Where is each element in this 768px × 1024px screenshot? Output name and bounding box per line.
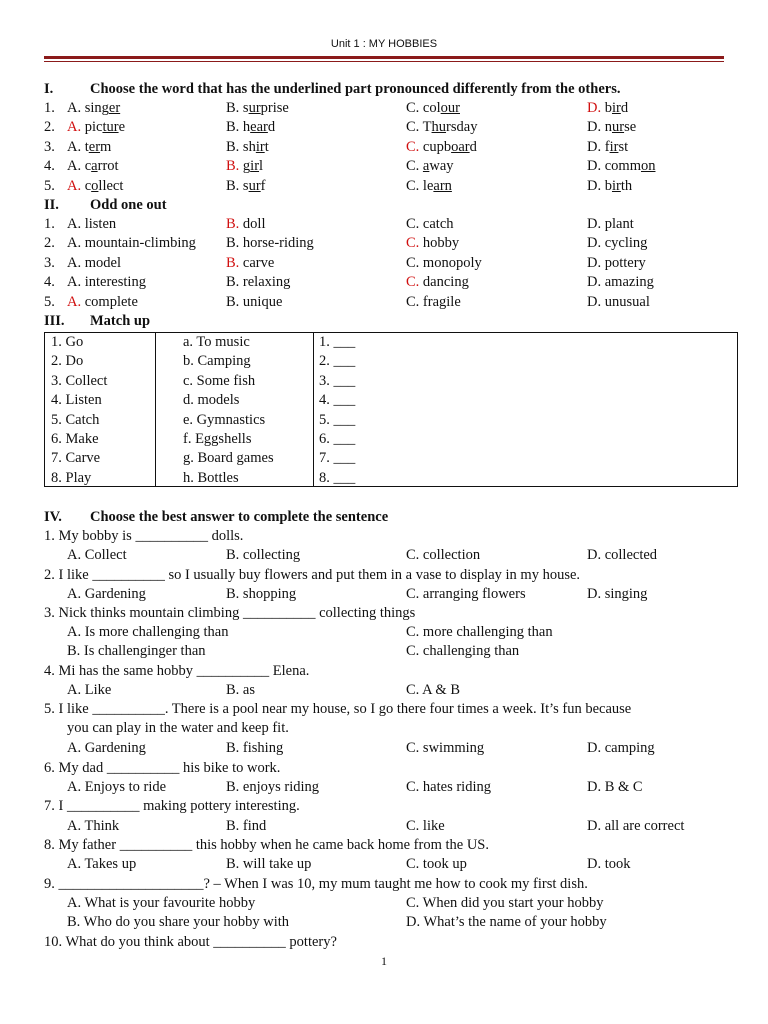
question-options — [0, 816, 768, 836]
question-stem-continued — [0, 718, 768, 738]
option-b[interactable]: B. find — [226, 818, 267, 834]
option-d[interactable]: C. challenging than — [406, 643, 520, 659]
question-options — [0, 777, 768, 797]
match-item: e. Gymnastics — [183, 411, 266, 428]
stem-text: 2. I like __________ so I usually buy flowers and put them in a vase to display in my house. — [44, 567, 581, 583]
match-item: 6. Make — [51, 431, 99, 447]
question-number: 4. — [44, 274, 55, 291]
match-item: 3. Collect — [51, 372, 108, 389]
section-title: Choose the word that has the underlined part pronounced differently from the others. — [90, 81, 621, 97]
match-answer-blank[interactable]: 6. ___ — [319, 431, 356, 447]
section-title: Odd one out — [90, 197, 167, 213]
option-a[interactable]: A. Enjoys to ride — [67, 779, 167, 795]
match-item: a. To music — [183, 334, 250, 350]
question-row — [0, 253, 768, 273]
option-d[interactable]: D. pottery — [587, 254, 646, 271]
option-c[interactable]: C. hobby — [406, 235, 460, 252]
stem-text: 3. Nick thinks mountain climbing __________ collecting things — [44, 605, 416, 621]
question-row — [0, 233, 768, 253]
match-answer-blank[interactable]: 7. ___ — [319, 450, 356, 467]
option-c[interactable]: C. fragile — [406, 293, 461, 310]
section-title: Match up — [90, 313, 151, 329]
question-number: 5. — [44, 177, 55, 194]
match-item: h. Bottles — [183, 469, 239, 486]
option-d[interactable]: D. bird — [587, 100, 629, 116]
option-a[interactable]: A. Is more challenging than — [67, 624, 229, 640]
option-c[interactable]: C. A & B — [406, 682, 460, 698]
table-divider — [313, 333, 314, 486]
option-a[interactable]: A. Collect — [67, 547, 127, 563]
section-1-heading — [0, 79, 768, 99]
option-c[interactable]: C. more challenging than — [406, 624, 553, 640]
section-number: I. — [44, 81, 54, 97]
option-c[interactable]: C. collection — [406, 547, 481, 563]
stem-text: you can play in the water and keep fit. — [67, 720, 289, 736]
section-4-heading — [0, 507, 768, 527]
section-title: Choose the best answer to complete the sentence — [90, 509, 389, 525]
question-stem — [0, 603, 768, 623]
option-b[interactable]: B. horse-riding — [226, 235, 314, 252]
match-item: g. Board games — [183, 450, 274, 467]
option-c[interactable]: C. dancing — [406, 274, 469, 291]
option-d[interactable]: D. common — [587, 158, 656, 175]
match-item: 4. Listen — [51, 392, 102, 409]
stem-text: 9. ____________________? – When I was 10, my mum taught me how to cook my first dish. — [44, 876, 588, 892]
option-b[interactable]: B. relaxing — [226, 274, 291, 291]
question-stem — [0, 796, 768, 816]
option-d[interactable]: D. cycling — [587, 235, 648, 252]
option-a[interactable]: A. interesting — [67, 274, 146, 291]
option-d[interactable]: D. amazing — [587, 274, 654, 291]
option-b[interactable]: B. shopping — [226, 586, 297, 602]
option-b[interactable]: B. girl — [226, 158, 264, 175]
section-number: III. — [44, 313, 65, 329]
option-a[interactable]: A. collect — [67, 177, 124, 194]
option-c[interactable]: C. took up — [406, 856, 467, 872]
option-a[interactable]: A. mountain-climbing — [67, 235, 196, 252]
option-c[interactable]: C. catch — [406, 216, 454, 232]
question-number: 3. — [44, 254, 55, 271]
option-c[interactable]: C. arranging flowers — [406, 586, 526, 602]
match-item: 7. Carve — [51, 450, 101, 467]
match-answer-blank[interactable]: 5. ___ — [319, 411, 356, 428]
option-d[interactable]: D. What’s the name of your hobby — [406, 914, 607, 930]
option-a[interactable]: A. singer — [67, 100, 121, 116]
match-answer-blank[interactable]: 2. ___ — [319, 353, 356, 370]
option-d[interactable]: D. took — [587, 856, 631, 872]
option-b[interactable]: B. shirt — [226, 138, 269, 155]
match-answer-blank[interactable]: 3. ___ — [319, 372, 356, 389]
match-item: 2. Do — [51, 353, 84, 370]
option-b[interactable]: B. surprise — [226, 100, 289, 116]
question-row — [0, 214, 768, 234]
option-a[interactable]: A. Gardening — [67, 740, 146, 756]
question-number: 4. — [44, 158, 55, 175]
option-a[interactable]: A. Gardening — [67, 586, 146, 602]
question-row — [0, 292, 768, 312]
question-number: 2. — [44, 119, 55, 136]
option-b[interactable]: B. surf — [226, 177, 266, 194]
question-stem — [0, 565, 768, 585]
option-d[interactable]: D. first — [587, 138, 629, 155]
option-d[interactable]: D. singing — [587, 586, 648, 602]
option-c[interactable]: C. learn — [406, 177, 452, 194]
match-item: b. Camping — [183, 353, 251, 370]
page-number: 1 — [381, 954, 387, 968]
option-a[interactable]: A. What is your favourite hobby — [67, 895, 256, 911]
question-options — [0, 584, 768, 604]
question-options — [0, 893, 768, 913]
option-a[interactable]: A. picture — [67, 119, 125, 136]
option-a[interactable]: A. term — [67, 138, 112, 155]
stem-text: 10. What do you think about __________ pottery? — [44, 934, 337, 950]
question-options — [0, 622, 768, 642]
option-a[interactable]: A. complete — [67, 293, 138, 310]
option-c[interactable]: C. cupboard — [406, 138, 477, 155]
question-row — [0, 272, 768, 292]
table-divider — [155, 333, 156, 486]
option-d[interactable]: D. unusual — [587, 293, 650, 310]
question-stem — [0, 699, 768, 719]
option-c[interactable]: C. like — [406, 818, 445, 834]
option-d[interactable]: D. B & C — [587, 779, 643, 795]
question-options — [0, 680, 768, 700]
option-b[interactable]: B. enjoys riding — [226, 779, 320, 795]
option-c[interactable]: C. hates riding — [406, 779, 491, 795]
stem-text: 5. I like __________. There is a pool near my house, so I go there four times a week. It’s fun because — [44, 701, 632, 717]
option-b[interactable]: B. carve — [226, 254, 275, 271]
option-a[interactable]: A. model — [67, 254, 121, 271]
option-b[interactable]: B. collecting — [226, 547, 301, 563]
option-d[interactable]: D. nurse — [587, 119, 637, 136]
option-b[interactable]: B. Is challenginger than — [67, 643, 206, 659]
stem-text: 4. Mi has the same hobby __________ Elena. — [44, 663, 310, 679]
page-header: Unit 1 : MY HOBBIES — [330, 38, 438, 50]
option-c[interactable]: C. swimming — [406, 740, 485, 756]
option-a[interactable]: A. listen — [67, 216, 117, 232]
question-number: 3. — [44, 138, 55, 155]
match-table — [44, 332, 738, 487]
question-options — [0, 641, 768, 661]
question-number: 1. — [44, 100, 55, 116]
question-options — [0, 912, 768, 932]
section-3-heading — [0, 311, 768, 331]
question-stem — [0, 758, 768, 778]
question-stem — [0, 526, 768, 546]
section-number: IV. — [44, 509, 62, 525]
question-number: 1. — [44, 216, 55, 232]
match-answer-blank[interactable]: 4. ___ — [319, 392, 356, 409]
option-d[interactable]: D. camping — [587, 740, 655, 756]
question-options — [0, 854, 768, 874]
option-b[interactable]: B. will take up — [226, 856, 312, 872]
option-a[interactable]: A. Takes up — [67, 856, 137, 872]
header-rule-thin — [44, 61, 724, 62]
option-b[interactable]: B. fishing — [226, 740, 284, 756]
section-2-heading — [0, 195, 768, 215]
question-row — [0, 156, 768, 176]
question-options — [0, 738, 768, 758]
question-stem — [0, 661, 768, 681]
match-answer-blank[interactable]: 8. ___ — [319, 469, 356, 486]
option-b[interactable]: B. unique — [226, 293, 283, 310]
option-c[interactable]: C. monopoly — [406, 254, 482, 271]
option-c[interactable]: C. Thursday — [406, 119, 478, 136]
option-c[interactable]: C. When did you start your hobby — [406, 895, 604, 911]
option-d[interactable]: D. plant — [587, 216, 634, 232]
question-row — [0, 137, 768, 157]
stem-text: 7. I __________ making pottery interesting. — [44, 798, 300, 814]
stem-text: 6. My dad __________ his bike to work. — [44, 760, 281, 776]
question-number: 2. — [44, 235, 55, 252]
option-b[interactable]: B. doll — [226, 216, 266, 232]
match-item: 1. Go — [51, 334, 84, 350]
question-row — [0, 176, 768, 196]
match-answer-blank[interactable]: 1. ___ — [319, 334, 356, 350]
option-a[interactable]: A. carrot — [67, 158, 119, 175]
section-number: II. — [44, 197, 59, 213]
option-d[interactable]: D. birth — [587, 177, 633, 194]
question-options — [0, 545, 768, 565]
option-b[interactable]: B. Who do you share your hobby with — [67, 914, 290, 930]
question-stem — [0, 874, 768, 894]
stem-text: 8. My father __________ this hobby when he came back home from the US. — [44, 837, 489, 853]
option-a[interactable]: A. Like — [67, 682, 112, 698]
option-b[interactable]: B. heard — [226, 119, 276, 136]
match-item: 8. Play — [51, 469, 92, 486]
header-rule-thick — [44, 56, 724, 59]
option-b[interactable]: B. as — [226, 682, 255, 698]
question-number: 5. — [44, 293, 55, 310]
option-d[interactable]: D. collected — [587, 547, 658, 563]
stem-text: 1. My bobby is __________ dolls. — [44, 528, 244, 544]
question-stem — [0, 835, 768, 855]
match-item: c. Some fish — [183, 372, 256, 389]
option-a[interactable]: A. Think — [67, 818, 120, 834]
option-c[interactable]: C. away — [406, 158, 454, 175]
question-row — [0, 117, 768, 137]
option-d[interactable]: D. all are correct — [587, 818, 685, 834]
match-item: f. Eggshells — [183, 431, 252, 447]
question-row — [0, 98, 768, 118]
match-item: 5. Catch — [51, 411, 100, 428]
match-item: d. models — [183, 392, 240, 409]
option-c[interactable]: C. colour — [406, 100, 460, 116]
question-stem — [0, 932, 768, 952]
